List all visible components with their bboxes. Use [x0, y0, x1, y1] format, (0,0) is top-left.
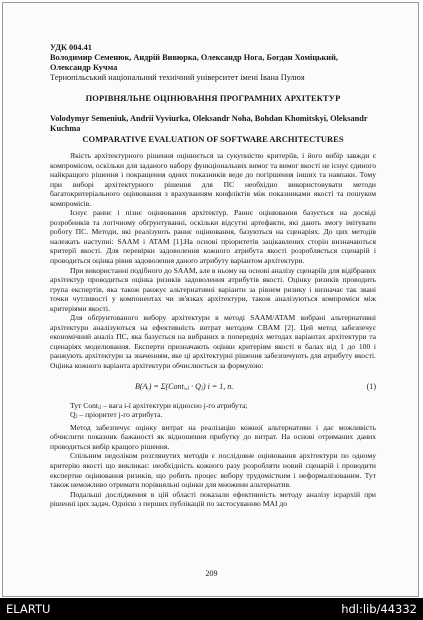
udk-code: УДК 004.41 — [50, 43, 92, 52]
paragraph: Для обґрунтованого вибору архітектури в методі SAAM/ATAM вибрані альтернативні архітектури аналізуються на ефективність витрат методом CBAM [2]. Цей метод забезпечує економічний аналіз ПС, яка базується на вибраних в попередніх методах варіантах архітектури та сценаріях моделювання. Експерти призначають оцінки критеріям якості в балах від 1 до 100 і ранжують архітектури за значенням, яке ці архітектурні рішення забезпечують для атрибуту якості. Оцінка кожного варіанта архітектури обчислюється за формулою: — [50, 313, 376, 371]
footer-repository-label: ELARTU — [6, 602, 51, 616]
paragraph: Спільним недоліком розглянутих методів є послідовне оцінювання архітектури по одному критерію якості що викликає: необхідність кожного разу розробляти новий сценарій і проводити експертне оцінювання ризиків, що робить процес вибору трудомістким і неформалізованим. Тут також неможливо отримати порівняльні оцінки для множини альтернатив. — [50, 451, 376, 490]
footer-handle[interactable]: hdl:lib/44332 — [341, 602, 417, 616]
footer-bar — [0, 598, 423, 620]
document-page — [50, 43, 376, 509]
title-english: COMPARATIVE EVALUATION OF SOFTWARE ARCHITECTURES — [82, 134, 344, 144]
paragraph: При використанні подібного до SAAM, але в ньому на основі аналізу сценаріїв для відібраних архітектур проводиться оцінка ризиків задоволення атрибутів якості. Оцінку ризиків проводить група експертів, яка також ранжує альтернативні варіанти за рівнем ризику і визначає так звані точки чутливості у компонентах чи зв'язках архітектури, також аналізуються компроміси між критеріями якості. — [50, 265, 376, 313]
formula-expression: B(Aᵢ) = Σ(Contᵢ,ⱼ · Qⱼ) i = 1, n. — [135, 382, 234, 392]
paragraph: Якість архітектурного рішення оцінюється за сукупністю критеріїв, і його вибір завжди є компромісом, оскільки для заданого набору функціональних вимог та вимог якості не існує єдиного найкращого рішення і покращення одних показників веде до погіршення інших та навпаки. Тому при виборі архітектурного рішення для ПС необхідно використовувати методи багатокритеріального оцінювання з врахуванням конфліктів між показниками якості та пошуком компромісів. — [50, 151, 376, 208]
affiliation: Тернопільський національний технічний університет імені Івана Пулюя — [50, 73, 305, 82]
formula-definitions — [50, 401, 376, 420]
paragraph: Існує раннє і пізнє оцінювання архітектур. Раннє оцінювання базується на досвіді розробників та логічному обґрунтуванні, оскільки відсутні артефакти, які дають змогу імітувати роботу ПС. Методи, які реалізують раннє оцінювання, базуються на сценаріях. До цих методів належать наступні: SAAM і ATAM [1].На основі пріоритетів зацікавлених сторін визначаються критерії якості. Для перевірки задоволення кожного атрибута якості розробляється сценарій і проводиться оцінка рівня задоволення даного атрибуту варіантом архітектури. — [50, 208, 376, 266]
page-number: 209 — [205, 569, 218, 578]
definition-line: Тут Contᵢⱼ – вага i-ї архітектури відносно j-го атрибута; — [70, 400, 248, 410]
formula-number: (1) — [366, 382, 376, 392]
formula-block — [50, 376, 376, 398]
paragraph: Подальші дослідження в цій області показали ефективність методу аналізу ієрархій при рішенні цих задач. Однією з перших публікацій по застосуванню МАІ до — [50, 489, 376, 509]
paragraph: Метод забезпечує оцінку витрат на реалізацію кожної альтернативи і дає можливість обчислити показник бажаності як відношення прибутку до витрат. На основі отриманих даних проводиться вибір кращого рішення. — [50, 422, 376, 451]
authors-uk: Володимир Семенюк, Андрій Вивюрка, Олександр Нога, Богдан Хоміцький, Олександр Кучма — [50, 53, 338, 72]
authors-en: Volodymyr Semeniuk, Andrii Vyviurka, Oleksandr Noha, Bohdan Khomitskyi, Oleksandr Kuchma — [50, 114, 368, 133]
definition-line: Qⱼ – пріоритет j-го атрибута. — [70, 410, 163, 420]
title-ukrainian: ПОРІВНЯЛЬНЕ ОЦІНЮВАННЯ ПРОГРАМНИХ АРХІТЕКТУР — [85, 93, 341, 103]
